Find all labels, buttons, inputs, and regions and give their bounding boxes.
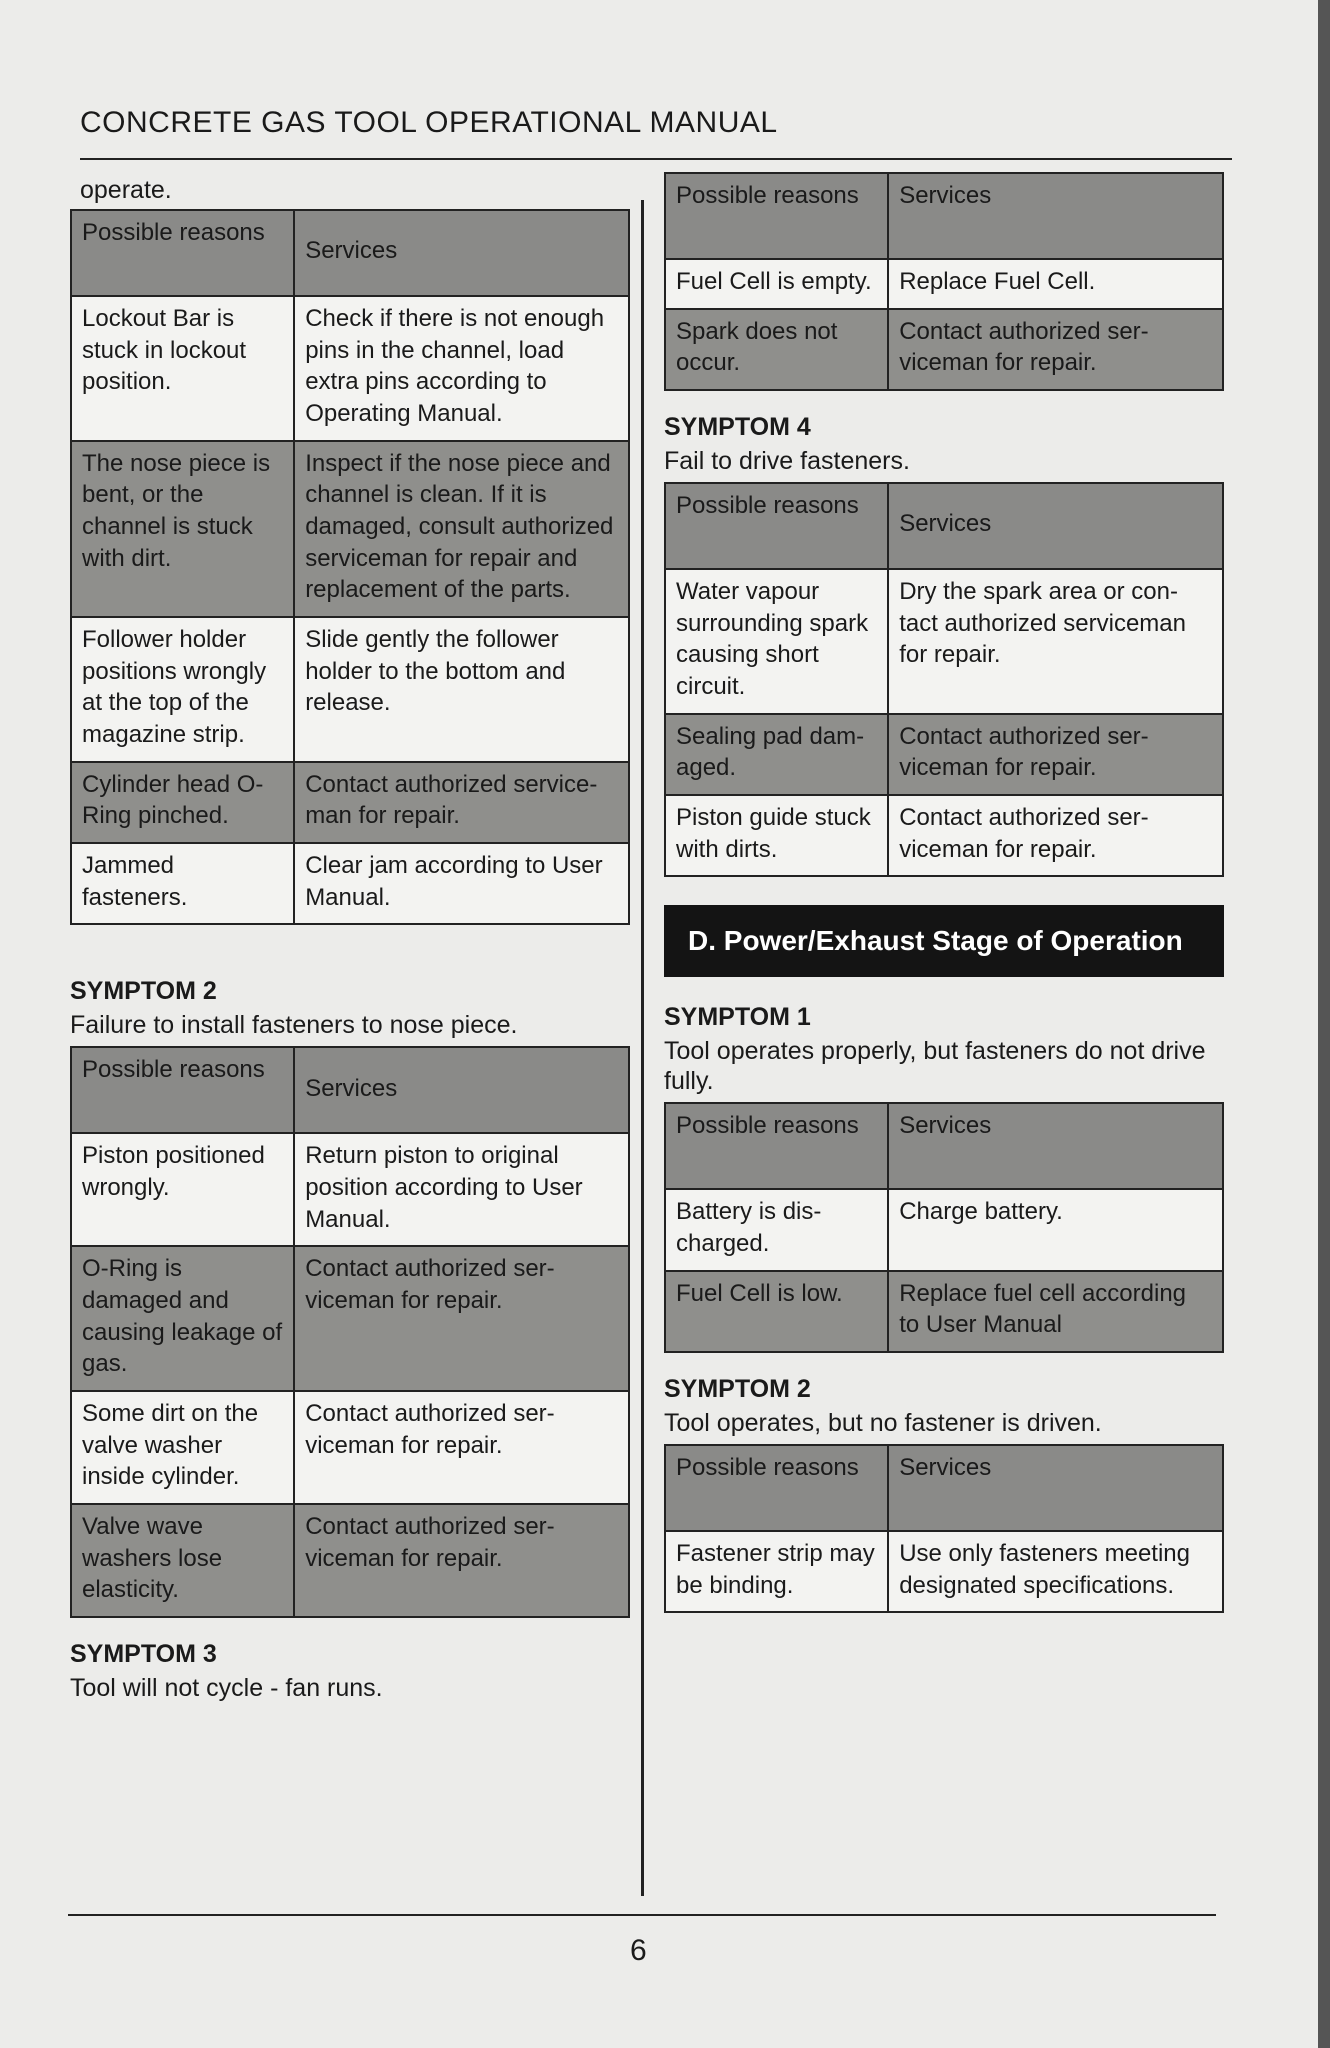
reason-cell: Valve wave washers lose elasticity. — [71, 1504, 294, 1617]
troubleshoot-table — [664, 1444, 1224, 1613]
symptom-heading: SYMPTOM 3 — [70, 1640, 217, 1669]
table-row — [71, 1246, 629, 1391]
service-cell: Contact authorized ser-viceman for repair. — [294, 1391, 629, 1504]
reason-cell: Cylinder head O-Ring pinched. — [71, 762, 294, 843]
reason-cell: Follower holder positions wrongly at the top of the magazine strip. — [71, 617, 294, 762]
service-cell: Replace fuel cell according to User Manual — [888, 1271, 1223, 1352]
table-header-row — [665, 173, 1223, 259]
table-row — [665, 1271, 1223, 1352]
table-header-row — [665, 1445, 1223, 1531]
header-reasons: Possible reasons — [665, 173, 888, 259]
reason-cell: Fuel Cell is empty. — [665, 259, 888, 309]
troubleshoot-table — [70, 209, 630, 925]
reason-cell: Fuel Cell is low. — [665, 1271, 888, 1352]
symptom-description: Tool operates properly, but fasteners do not drive fully. — [664, 1037, 1206, 1096]
table-header-row — [665, 1103, 1223, 1189]
table-row — [71, 843, 629, 924]
service-cell: Replace Fuel Cell. — [888, 259, 1223, 309]
service-cell: Inspect if the nose piece and channel is clean. If it is damaged, consult authorized serviceman for repair and replacement of the parts. — [294, 441, 629, 617]
header-reasons: Possible reasons — [665, 1445, 888, 1531]
reason-cell: Fastener strip may be binding. — [665, 1531, 888, 1612]
service-cell: Charge battery. — [888, 1189, 1223, 1270]
symptom-heading: SYMPTOM 2 — [70, 977, 217, 1006]
header-services: Services — [888, 483, 1223, 569]
service-cell: Contact authorized ser-viceman for repair. — [888, 309, 1223, 390]
header-reasons: Possible reasons — [665, 483, 888, 569]
column-divider — [641, 200, 644, 1896]
reason-cell: Lockout Bar is stuck in lockout position. — [71, 296, 294, 441]
service-cell: Contact authorized ser-viceman for repair. — [294, 1504, 629, 1617]
reason-cell: The nose piece is bent, or the channel is stuck with dirt. — [71, 441, 294, 617]
right-column — [664, 172, 1224, 1613]
footer-rule — [68, 1914, 1216, 1916]
troubleshoot-table — [664, 1102, 1224, 1353]
reason-cell: Spark does not occur. — [665, 309, 888, 390]
header-services: Services — [888, 1103, 1223, 1189]
reason-cell: Water vapour surrounding spark causing short circuit. — [665, 569, 888, 714]
service-cell: Use only fasteners meeting designated specifications. — [888, 1531, 1223, 1612]
table-row — [665, 1531, 1223, 1612]
troubleshoot-table — [70, 1046, 630, 1618]
table-row — [71, 762, 629, 843]
reason-cell: Battery is dis-charged. — [665, 1189, 888, 1270]
header-services: Services — [294, 1047, 629, 1133]
reason-cell: Sealing pad dam-aged. — [665, 714, 888, 795]
header-services: Services — [888, 173, 1223, 259]
table-row — [665, 1189, 1223, 1270]
service-cell: Dry the spark area or con-tact authorized serviceman for repair. — [888, 569, 1223, 714]
troubleshoot-table — [664, 172, 1224, 391]
page-number: 6 — [630, 1934, 647, 1967]
table-row — [665, 309, 1223, 390]
table-row — [71, 1504, 629, 1617]
table-header-row — [665, 483, 1223, 569]
left-column — [70, 176, 630, 1709]
page-title: CONCRETE GAS TOOL OPERATIONAL MANUAL — [80, 106, 778, 139]
reason-cell: Jammed fasteners. — [71, 843, 294, 924]
header-rule — [80, 158, 1232, 160]
header-reasons: Possible reasons — [71, 210, 294, 296]
symptom-heading: SYMPTOM 4 — [664, 413, 811, 442]
symptom-description: Fail to drive fasteners. — [664, 447, 910, 476]
symptom-heading: SYMPTOM 2 — [664, 1375, 811, 1404]
service-cell: Contact authorized ser-viceman for repair. — [294, 1246, 629, 1391]
service-cell: Contact authorized ser-viceman for repair. — [888, 714, 1223, 795]
table-row — [665, 569, 1223, 714]
header-services: Services — [888, 1445, 1223, 1531]
symptom-heading: SYMPTOM 1 — [664, 1003, 811, 1032]
table-row — [71, 296, 629, 441]
service-cell: Return piston to original position according to User Manual. — [294, 1133, 629, 1246]
service-cell: Clear jam according to User Manual. — [294, 843, 629, 924]
service-cell: Check if there is not enough pins in the channel, load extra pins according to Operating Manual. — [294, 296, 629, 441]
header-reasons: Possible reasons — [665, 1103, 888, 1189]
reason-cell: Piston positioned wrongly. — [71, 1133, 294, 1246]
table-row — [665, 714, 1223, 795]
table-row — [71, 1133, 629, 1246]
service-cell: Contact authorized service-man for repair. — [294, 762, 629, 843]
table-header-row — [71, 1047, 629, 1133]
service-cell: Contact authorized ser-viceman for repair. — [888, 795, 1223, 876]
header-services: Services — [294, 210, 629, 296]
table-row — [665, 259, 1223, 309]
section-banner: D. Power/Exhaust Stage of Operation — [664, 905, 1224, 977]
header-reasons: Possible reasons — [71, 1047, 294, 1133]
table-row — [665, 795, 1223, 876]
reason-cell: Some dirt on the valve washer inside cylinder. — [71, 1391, 294, 1504]
service-cell: Slide gently the follower holder to the bottom and release. — [294, 617, 629, 762]
table-row — [71, 441, 629, 617]
table-row — [71, 617, 629, 762]
troubleshoot-table — [664, 482, 1224, 877]
table-row — [71, 1391, 629, 1504]
symptom-description: Failure to install fasteners to nose piece. — [70, 1011, 518, 1040]
reason-cell: O-Ring is damaged and causing leakage of gas. — [71, 1246, 294, 1391]
page-edge-shadow — [1318, 0, 1330, 2048]
table-header-row — [71, 210, 629, 296]
reason-cell: Piston guide stuck with dirts. — [665, 795, 888, 876]
symptom-description: Tool will not cycle - fan runs. — [70, 1674, 383, 1703]
lead-text: operate. — [80, 176, 172, 204]
symptom-description: Tool operates, but no fastener is driven. — [664, 1409, 1102, 1438]
